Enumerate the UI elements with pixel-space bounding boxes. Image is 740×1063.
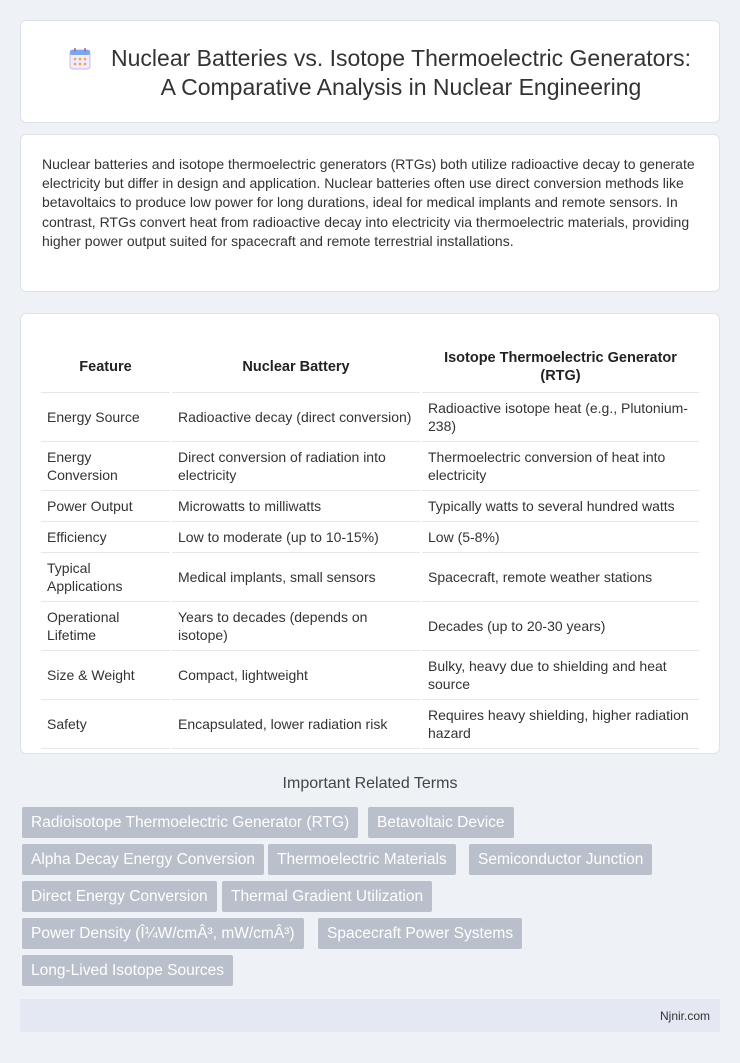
table-cell: Low (5-8%) bbox=[421, 521, 699, 552]
related-term-tag[interactable]: Long-Lived Isotope Sources bbox=[22, 955, 233, 986]
table-row bbox=[41, 650, 699, 699]
table-cell: Decades (up to 20-30 years) bbox=[421, 601, 699, 650]
related-term-tag[interactable]: Spacecraft Power Systems bbox=[318, 918, 522, 949]
table-header-row bbox=[41, 330, 699, 392]
table-row bbox=[41, 521, 699, 552]
table-row bbox=[41, 392, 699, 441]
table-cell: Efficiency bbox=[41, 521, 171, 552]
page-title bbox=[101, 44, 701, 102]
related-term-tag[interactable]: Power Density (Î¼W/cmÂ³, mW/cmÂ³) bbox=[22, 918, 304, 949]
table-cell: Requires heavy shielding, higher radiation hazard bbox=[421, 699, 699, 748]
table-row bbox=[41, 601, 699, 650]
page-title-line-2: A Comparative Analysis in Nuclear Engineering bbox=[160, 74, 642, 100]
related-term-tag[interactable]: Semiconductor Junction bbox=[469, 844, 652, 875]
table-cell: Energy Source bbox=[41, 392, 171, 441]
related-term-tag[interactable]: Radioisotope Thermoelectric Generator (RTG) bbox=[22, 807, 358, 838]
table-row bbox=[41, 441, 699, 490]
table-cell: Power Output bbox=[41, 490, 171, 521]
table-cell: Thermoelectric conversion of heat into electricity bbox=[421, 441, 699, 490]
column-header-feature: Feature bbox=[41, 330, 171, 392]
related-term-tag[interactable]: Thermal Gradient Utilization bbox=[222, 881, 432, 912]
calendar-icon bbox=[69, 48, 91, 70]
page-title-line-1: Nuclear Batteries vs. Isotope Thermoelectric Generators: bbox=[111, 45, 691, 71]
related-term-tag[interactable]: Betavoltaic Device bbox=[368, 807, 514, 838]
intro-card bbox=[20, 134, 720, 292]
related-term-tag[interactable]: Direct Energy Conversion bbox=[22, 881, 217, 912]
header-card bbox=[20, 20, 720, 123]
table-cell: Medical implants, small sensors bbox=[171, 552, 421, 601]
table-cell: Typically watts to several hundred watts bbox=[421, 490, 699, 521]
table-cell: Spacecraft, remote weather stations bbox=[421, 552, 699, 601]
related-terms-title: Important Related Terms bbox=[282, 775, 458, 792]
table-row bbox=[41, 552, 699, 601]
column-header-rtg: Isotope Thermoelectric Generator (RTG) bbox=[421, 330, 699, 392]
table-cell: Years to decades (depends on isotope) bbox=[171, 601, 421, 650]
table-cell: Bulky, heavy due to shielding and heat source bbox=[421, 650, 699, 699]
table-cell: Size & Weight bbox=[41, 650, 171, 699]
table-cell: Safety bbox=[41, 699, 171, 748]
table-cell: Low to moderate (up to 10-15%) bbox=[171, 521, 421, 552]
table-row bbox=[41, 490, 699, 521]
table-cell: Compact, lightweight bbox=[171, 650, 421, 699]
table-cell: Radioactive decay (direct conversion) bbox=[171, 392, 421, 441]
table-cell: Operational Lifetime bbox=[41, 601, 171, 650]
footer-site-name[interactable]: Njnir.com bbox=[659, 1009, 710, 1023]
related-term-tag[interactable]: Alpha Decay Energy Conversion bbox=[22, 844, 264, 875]
table-row bbox=[41, 699, 699, 748]
table-cell: Radioactive isotope heat (e.g., Plutonium-238) bbox=[421, 392, 699, 441]
table-cell: Typical Applications bbox=[41, 552, 171, 601]
comparison-table-card bbox=[20, 313, 720, 754]
footer bbox=[20, 999, 720, 1032]
table-cell: Microwatts to milliwatts bbox=[171, 490, 421, 521]
table-cell: Direct conversion of radiation into electricity bbox=[171, 441, 421, 490]
column-header-nuclear-battery: Nuclear Battery bbox=[171, 330, 421, 392]
related-term-tag[interactable]: Thermoelectric Materials bbox=[268, 844, 456, 875]
table-cell: Encapsulated, lower radiation risk bbox=[171, 699, 421, 748]
intro-paragraph: Nuclear batteries and isotope thermoelectric generators (RTGs) both utilize radioactive decay to generate electricity but differ in design and application. Nuclear batteries often use direct conversion methods like betavoltaics to produce low power for long durations, ideal for medical implants and remote sensors. In contrast, RTGs convert heat from radioactive decay into electricity via thermoelectric materials, providing higher power output suited for spacecraft and remote terrestrial installations. bbox=[42, 156, 695, 249]
comparison-table bbox=[41, 330, 699, 749]
table-cell: Energy Conversion bbox=[41, 441, 171, 490]
